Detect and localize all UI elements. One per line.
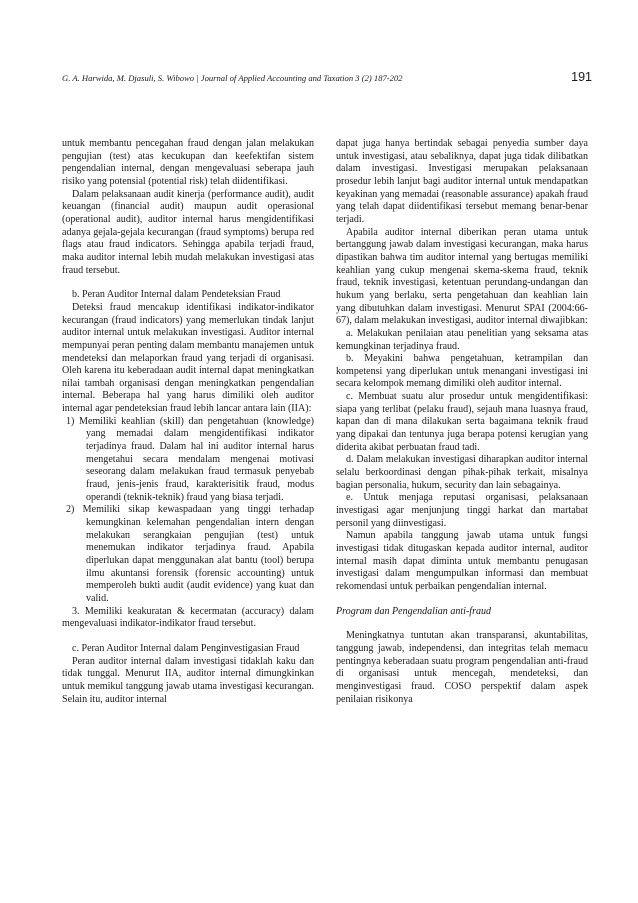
- list-item: 3. Memiliki keakuratan & kecermatan (accuracy) dalam mengevaluasi indikator-indikator fraud tersebut.: [62, 605, 314, 630]
- page-number: 191: [571, 70, 592, 84]
- list-item: d. Dalam melakukan investigasi diharapkan auditor internal selalu berkoordinasi dengan pihak-pihak terkait, misalnya bagian personalia, hukum, security dan lain sebagainya.: [336, 454, 588, 491]
- section-heading-c: c. Peran Auditor Internal dalam Penginvestigasian Fraud: [72, 642, 300, 654]
- header-citation: G. A. Harwida, M. Djasuli, S. Wibowo | Journal of Applied Accounting and Taxation 3 (2) 187-202: [62, 73, 403, 83]
- running-header: [62, 70, 592, 90]
- paragraph: Peran auditor internal dalam investigasi tidaklah kaku dan tidak tunggal. Menurut IIA, auditor internal dimungkinkan untuk memikul tanggung jawab utama investigasi kecurangan. Selain itu, auditor internal: [62, 655, 314, 705]
- section-heading-b: b. Peran Auditor Internal dalam Pendeteksian Fraud: [72, 289, 281, 301]
- section-heading: Program dan Pengendalian anti-fraud: [336, 605, 492, 617]
- list-item: e. Untuk menjaga reputasi organisasi, pelaksanaan investigasi agar menjunjung tinggi harkat dan martabat personil yang diinvestigasi.: [336, 492, 588, 529]
- left-column: [62, 138, 314, 706]
- list-item: a. Melakukan penilaian atau penelitian yang seksama atas kemungkinan terjadinya fraud.: [336, 327, 588, 352]
- list-item: 2) Memiliki sikap kewaspadaan yang tinggi terhadap kemungkinan kelemahan pengendalian intern dengan melakukan serangkaian pengujian (test) untuk menemukan indikator terjadinya fraud. Apabila diperlukan dapat menggunakan alat bantu (tool) berupa ilmu akuntansi forensik (forensic accounting) untuk memperoleh bukti audit (audit evidence) yang kuat dan valid.: [66, 504, 314, 604]
- right-column: [336, 138, 588, 706]
- paragraph: Deteksi fraud mencakup identifikasi indikator-indikator kecurangan (fraud indicators) yang memerlukan tindak lanjut auditor internal untuk melakukan investigasi. Auditor internal mempunyai peran penting dalam membantu manajemen untuk mendeteksi dan melaporkan fraud yang terjadi di organisasi. Oleh karena itu keberadaan audit internal dapat meningkatkan nilai tambah organisasi dengan meningkatkan pengendalian internal. Beberapa hal yang harus dimiliki oleh auditor internal agar pendeteksian fraud lebih lancar antara lain (IIA):: [62, 301, 314, 415]
- paragraph: Dalam pelaksanaan audit kinerja (performance audit), audit keuangan (financial audit) maupun audit operasional (operational audit), auditor internal harus mengidentifikasi adanya gejala-gejala kecurangan (fraud symptoms) berupa red flags atau fraud indicators. Sehingga apabila terjadi fraud, maka auditor internal lebih mudah melakukan investigasi atas fraud tersebut.: [62, 188, 314, 276]
- paragraph: Meningkatnya tuntutan akan transparansi, akuntabilitas, tanggung jawab, independensi, dan integritas telah memacu pentingnya keberadaan suatu program pengendalian anti-fraud di organisasi untuk mencegah, mendeteksi, dan menginvestigasi fraud. COSO perspektif dalam aspek penilaian risikonya: [336, 630, 588, 705]
- paragraph: Namun apabila tanggung jawab utama untuk fungsi investigasi tidak ditugaskan kepada auditor internal, auditor internal masih dapat diminta untuk membantu penugasan investigasi dalam mengumpulkan informasi dan membuat rekomendasi untuk perbaikan pengendalian internal.: [336, 530, 588, 592]
- list-item: c. Membuat suatu alur prosedur untuk mengidentifikasi: siapa yang terlibat (pelaku fraud), sejauh mana luasnya fraud, kapan dan di mana dilakukan serta bagaimana teknik fraud yang dipakai dan tentunya juga berapa potensi kerugian yang diderita akibat perbuatan fraud tadi.: [336, 391, 588, 453]
- paragraph: dapat juga hanya bertindak sebagai penyedia sumber daya untuk investigasi, atau sebaliknya, dapat juga tidak dilibatkan dalam investigasi. Investigasi merupakan pelaksanaan prosedur lebih lanjut bagi auditor internal untuk mendapatkan keyakinan yang memadai (reasonable assurance) apakah fraud yang telah dapat diidentifikasi tersebut memang benar-benar terjadi.: [336, 138, 588, 225]
- list-item: b. Meyakini bahwa pengetahuan, ketrampilan dan kompetensi yang diperlukan untuk menangani investigasi ini secara kelompok memang dimiliki oleh auditor internal.: [336, 353, 588, 390]
- paragraph: Apabila auditor internal diberikan peran utama untuk bertanggung jawab dalam investigasi kecurangan, maka harus dipastikan bahwa tim auditor internal yang bertugas memiliki keahlian yang cukup mengenai skema-skema fraud, teknik fraud, teknik investigasi, ketentuan perundang-undangan dan hukum yang berlaku, serta pengetahuan dan keahlian lain yang dibutuhkan dalam investigasi. Menurut SPAI (2004:66-67), dalam melakukan investigasi, auditor internal diwajibkan:: [336, 226, 588, 327]
- list-item: 1) Memiliki keahlian (skill) dan pengetahuan (knowledge) yang memadai dalam mengidentifikasi indikator terjadinya fraud. Dalam hal ini auditor internal harus mengetahui secara mendalam mengenai motivasi seseorang dalam melakukan fraud termasuk penyebab fraud, jenis-jenis fraud, karakterisitik fraud, modus operandi (teknik-teknik) fraud yang biasa terjadi.: [66, 415, 314, 503]
- paragraph: untuk membantu pencegahan fraud dengan jalan melakukan pengujian (test) atas kecukupan dan keefektifan sistem pengendalian internal, dengan mengevaluasi seberapa jauh risiko yang potensial (potential risk) telah diidentifikasi.: [62, 138, 314, 187]
